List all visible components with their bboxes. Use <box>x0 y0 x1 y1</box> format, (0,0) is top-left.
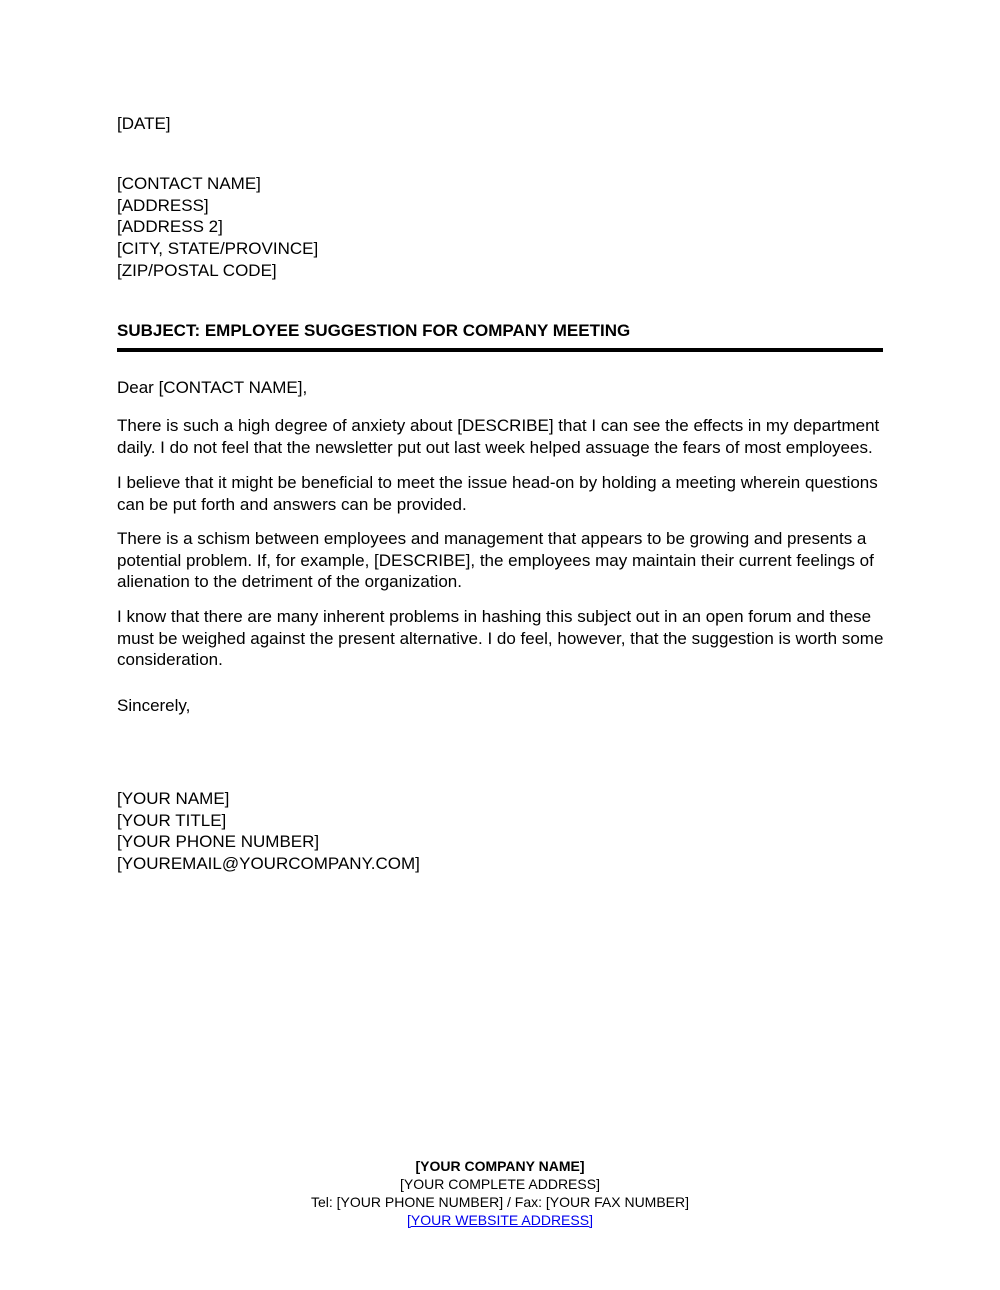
signature-email: [YOUREMAIL@YOURCOMPANY.COM] <box>117 854 420 874</box>
recipient-address-2: [ADDRESS 2] <box>117 217 223 237</box>
recipient-address: [ADDRESS] <box>117 195 209 215</box>
footer-tel-fax: Tel: [YOUR PHONE NUMBER] / Fax: [YOUR FAX NUMBER] <box>310 1194 690 1210</box>
signature-title: [YOUR TITLE] <box>117 810 227 830</box>
page-footer <box>0 1157 1000 1229</box>
website-link[interactable]: [YOUR WEBSITE ADDRESS] <box>407 1212 593 1228</box>
signature-name: [YOUR NAME] <box>117 789 230 808</box>
body-paragraph-1: There is such a high degree of anxiety about [DESCRIBE] that I can see the effects in my department daily. I do not feel that the newsletter put out last week helped assuage the fears of most employees. <box>117 416 880 457</box>
salutation: Dear [CONTACT NAME], <box>117 378 308 397</box>
recipient-block <box>117 173 318 282</box>
closing: Sincerely, <box>117 696 191 715</box>
footer-address: [YOUR COMPLETE ADDRESS] <box>400 1176 600 1192</box>
recipient-contact-name: [CONTACT NAME] <box>117 174 261 193</box>
signature-block <box>117 788 420 875</box>
body-paragraph-2: I believe that it might be beneficial to meet the issue head-on by holding a meeting wherein questions can be put forth and answers can be provided. <box>117 473 878 514</box>
recipient-city-state: [CITY, STATE/PROVINCE] <box>117 239 319 259</box>
subject-line: SUBJECT: EMPLOYEE SUGGESTION FOR COMPANY MEETING <box>117 321 631 340</box>
signature-phone: [YOUR PHONE NUMBER] <box>117 832 320 852</box>
subject-divider <box>117 348 883 352</box>
footer-company-name: [YOUR COMPANY NAME] <box>415 1158 585 1174</box>
body-paragraph-4: I know that there are many inherent problems in hashing this subject out in an open forum and these must be weighed against the present alternative. I do feel, however, that the suggestion is worth some consideration. <box>117 607 884 670</box>
date-placeholder: [DATE] <box>117 114 171 133</box>
recipient-zip: [ZIP/POSTAL CODE] <box>117 260 277 280</box>
body-paragraph-3: There is a schism between employees and management that appears to be growing and presents a potential problem. If, for example, [DESCRIBE], the employees may maintain their current feelings of alienation to the detriment of the organization. <box>117 529 874 592</box>
